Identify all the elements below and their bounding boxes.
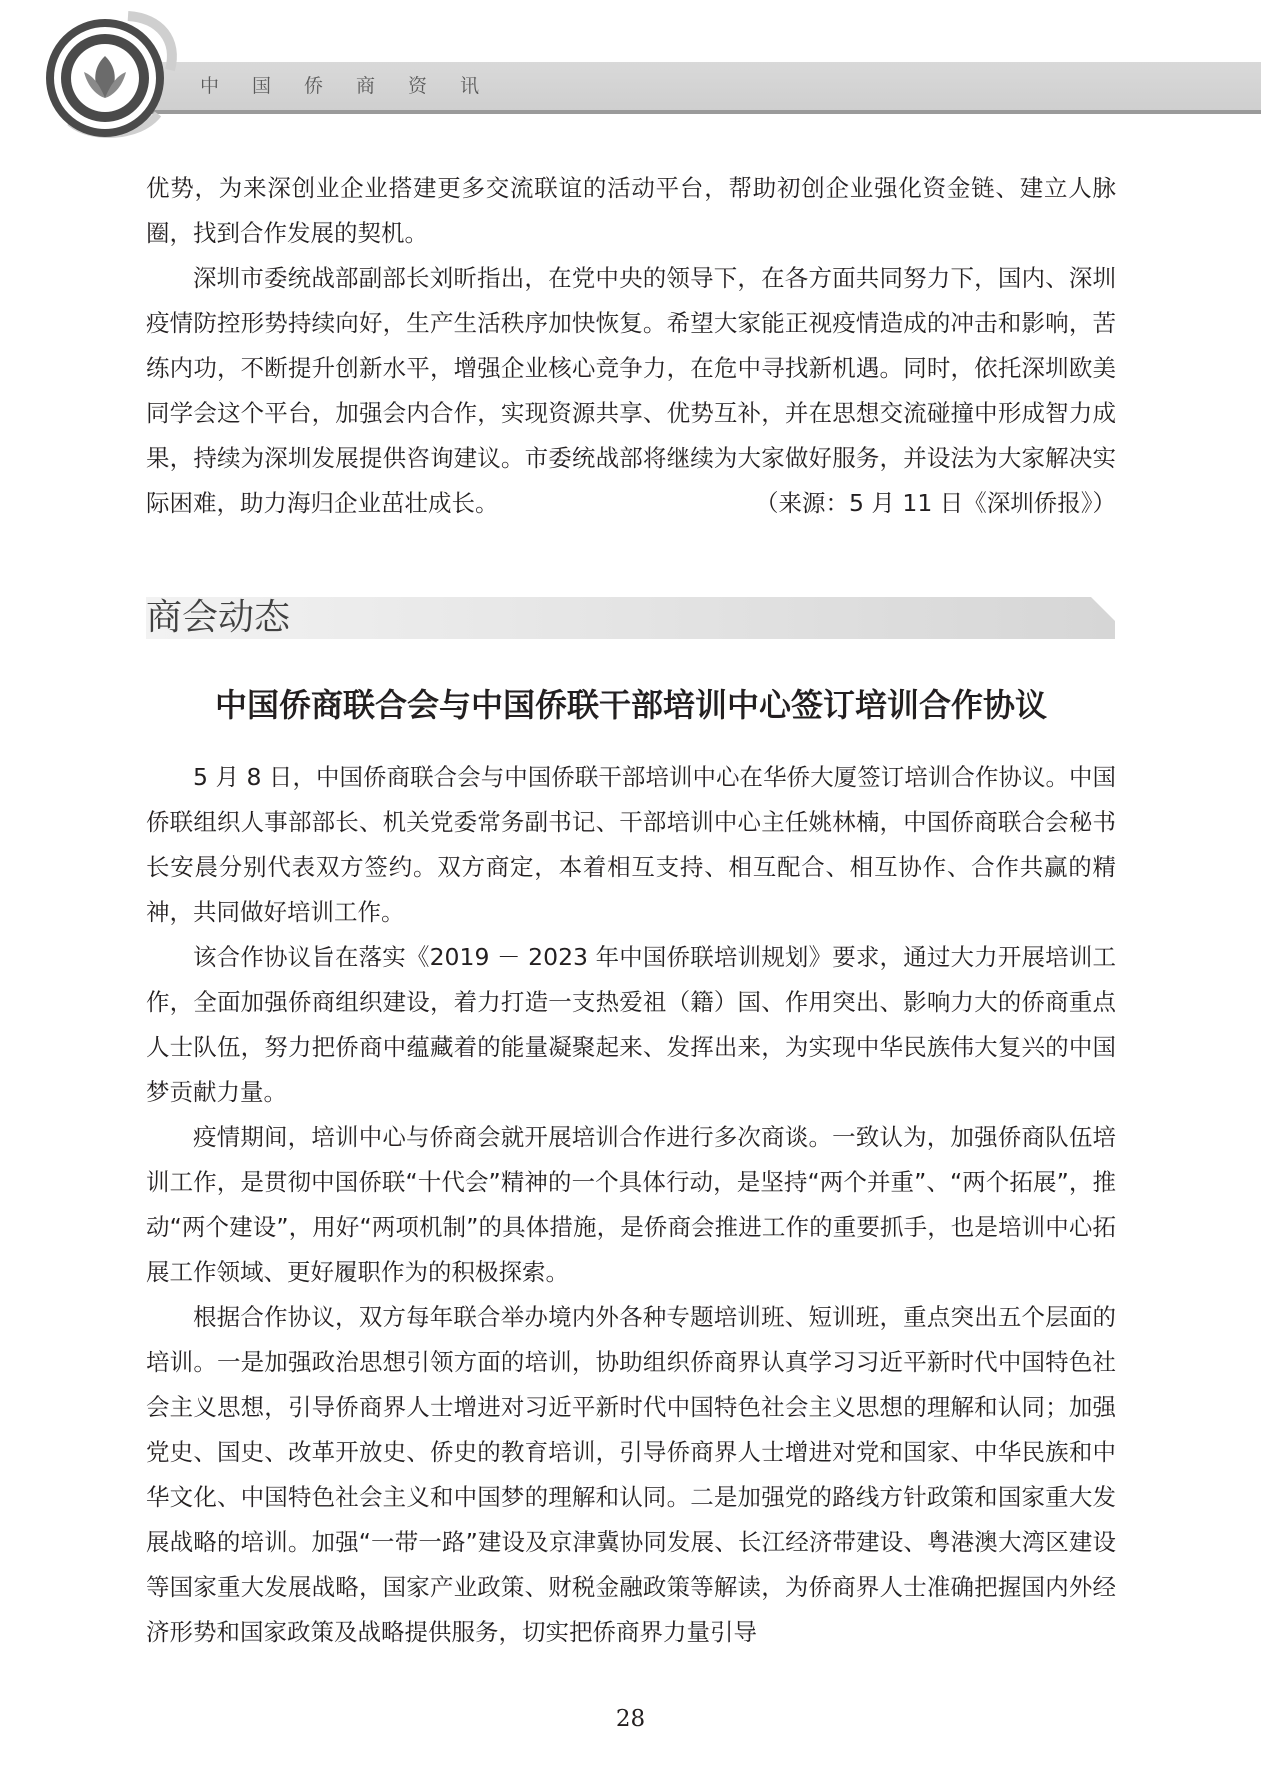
header-band-shadow <box>150 110 1261 114</box>
section-title: 商会动态 <box>146 597 291 638</box>
header-title: 中国侨商资讯 <box>200 75 513 97</box>
source-note: （来源：5 月 11 日《深圳侨报》） <box>754 489 1116 517</box>
article-paragraph-1: 5 月 8 日，中国侨商联合会与中国侨联干部培训中心在华侨大厦签订培训合作协议。中国侨联组织人事部部长、机关党委常务副书记、干部培训中心主任姚林楠，中国侨商联合会秘书长安晨分别代表双方签约。双方商定，本着相互支持、相互配合、相互协作、合作共赢的精神，共同做好培训工作。 <box>146 763 1116 926</box>
logo <box>40 10 180 140</box>
article-title: 中国侨商联合会与中国侨联干部培训中心签订培训合作协议 <box>214 686 1047 724</box>
body-paragraph-2 <box>146 256 1116 526</box>
body-paragraph-1: 优势，为来深创业企业搭建更多交流联谊的活动平台，帮助初创企业强化资金链、建立人脉圈，找到合作发展的契机。 <box>146 174 1116 247</box>
article-paragraph-4: 根据合作协议，双方每年联合举办境内外各种专题培训班、短训班，重点突出五个层面的培训。一是加强政治思想引领方面的培训，协助组织侨商界认真学习习近平新时代中国特色社会主义思想，引导侨商界人士增进对习近平新时代中国特色社会主义思想的理解和认同；加强党史、国史、改革开放史、侨史的教育培训，引导侨商界人士增进对党和国家、中华民族和中华文化、中国特色社会主义和中国梦的理解和认同。二是加强党的路线方针政策和国家重大发展战略的培训。加强“一带一路”建设及京津冀协同发展、长江经济带建设、粤港澳大湾区建设等国家重大发展战略，国家产业政策、财税金融政策等解读，为侨商界人士准确把握国内外经济形势和国家政策及战略提供服务，切实把侨商界力量引导 <box>146 1303 1116 1646</box>
article-paragraph-2: 该合作协议旨在落实《2019 － 2023 年中国侨联培训规划》要求，通过大力开展培训工作，全面加强侨商组织建设，着力打造一支热爱祖（籍）国、作用突出、影响力大的侨商重点人士队伍，努力把侨商中蕴藏着的能量凝聚起来、发挥出来，为实现中华民族伟大复兴的中国梦贡献力量。 <box>146 943 1116 1106</box>
page-number: 28 <box>615 1706 646 1732</box>
article-paragraph-3: 疫情期间，培训中心与侨商会就开展培训合作进行多次商谈。一致认为，加强侨商队伍培训工作，是贯彻中国侨联“十代会”精神的一个具体行动，是坚持“两个并重”、“两个拓展”，推动“两个建设”，用好“两项机制”的具体措施，是侨商会推进工作的重要抓手，也是培训中心拓展工作领域、更好履职作为的积极探索。 <box>146 1123 1116 1286</box>
body-paragraph-2-text: 深圳市委统战部副部长刘昕指出，在党中央的领导下，在各方面共同努力下，国内、深圳疫情防控形势持续向好，生产生活秩序加快恢复。希望大家能正视疫情造成的冲击和影响，苦练内功，不断提升创新水平，增强企业核心竞争力，在危中寻找新机遇。同时，依托深圳欧美同学会这个平台，加强会内合作，实现资源共享、优势互补，并在思想交流碰撞中形成智力成果，持续为深圳发展提供咨询建议。市委统战部将继续为大家做好服务，并设法为大家解决实际困难，助力海归企业茁壮成长。 <box>146 264 1116 517</box>
section-banner <box>146 597 1115 639</box>
